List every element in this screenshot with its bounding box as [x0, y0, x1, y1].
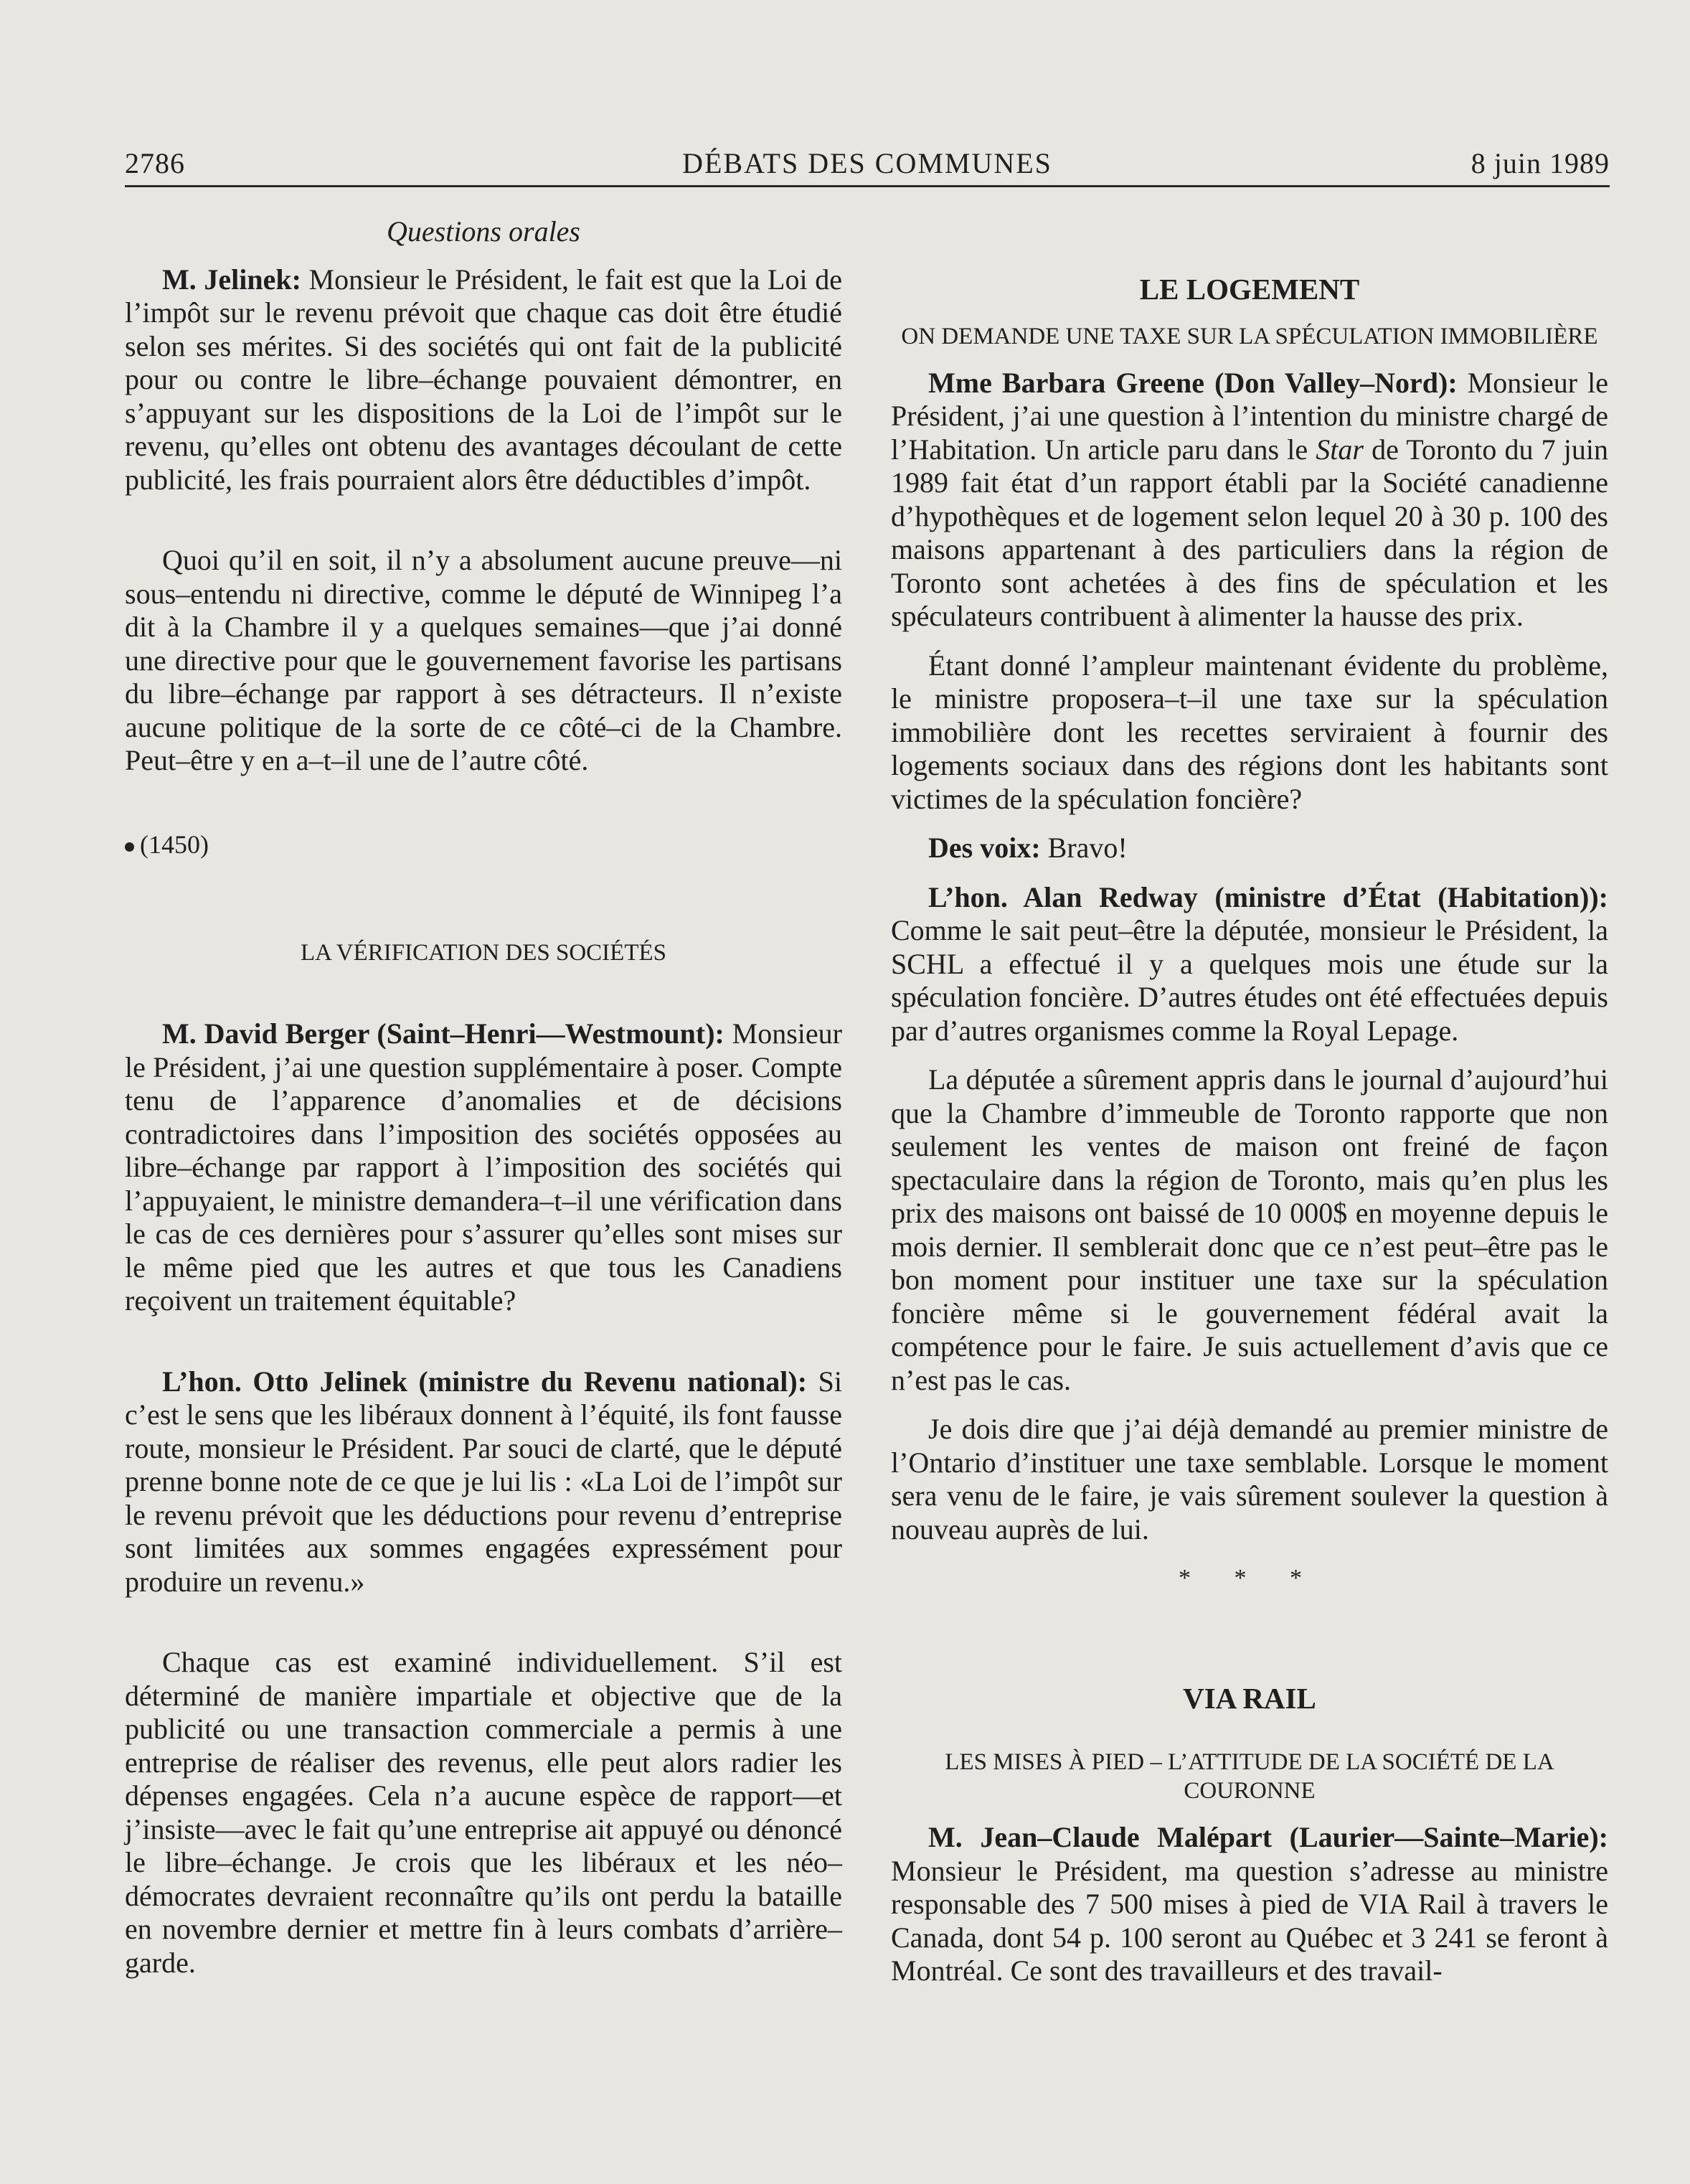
newspaper-name: Star: [1316, 433, 1364, 466]
speech-text: Bravo!: [1040, 832, 1128, 864]
paragraph: La députée a sûrement appris dans le journal d’aujourd’hui que la Chambre d’immeuble de Toronto rapporte que non seulement les ventes de maison ont freiné de façon spectaculaire dans la région de Toronto, mais qu’en plus les prix des maisons ont baissé de 10 000$ en moyenne depuis le mois dernier. Il semblerait donc que ce n’est peut–être pas le bon moment pour instituer une taxe sur la spéculation foncière même si le gouvernement fédéral avait la compétence pour le faire. Je suis actuellement d’avis que ce n’est pas le cas.: [891, 1063, 1608, 1396]
paragraph: Étant donné l’ampleur maintenant évidente du problème, le ministre proposera–t–il une taxe sur la spéculation immobilière dont les recettes serviraient à fournir des logements sociaux dans des régions dont les habitants sont victimes de la spéculation foncière?: [891, 649, 1608, 815]
section-heading: LA VÉRIFICATION DES SOCIÉTÉS: [300, 940, 666, 966]
speaker-name: L’hon. Alan Redway (ministre d’État (Habitation)):: [928, 880, 1608, 913]
bullet-icon: [125, 842, 134, 852]
publication-date: 8 juin 1989: [1471, 147, 1610, 179]
paragraph-otto-jelinek: [125, 1365, 842, 1599]
section-subtitle: Questions orales: [387, 215, 580, 248]
speech-text: de Toronto du 7 juin 1989 fait état d’un rapport établi par la Société canadienne d’hypothèques et de logement selon lequel 20 à 30 p. 100 des maisons appartenant à des particuliers dans la région de Toronto sont achetées à des fins de spéculation et les spéculateurs contribuent à alimenter la hausse des prix.: [891, 433, 1608, 632]
paragraph-jelinek: [125, 263, 842, 497]
section-heading-logement: LE LOGEMENT: [1139, 273, 1360, 306]
speaker-name: M. Jean–Claude Malépart (Laurier—Sainte–Marie):: [928, 1821, 1608, 1853]
speaker-name: Mme Barbara Greene (Don Valley–Nord):: [928, 366, 1458, 399]
paragraph-voices: [891, 832, 1608, 865]
speaker-name: M. Jelinek:: [162, 263, 301, 296]
paragraph: Je dois dire que j’ai déjà demandé au premier ministre de l’Ontario d’instituer une taxe semblable. Lorsque le moment sera venu de le faire, je vais sûrement soulever la question à nouveau auprès de lui.: [891, 1413, 1608, 1545]
publication-title: DÉBATS DES COMMUNES: [682, 147, 1052, 179]
speech-text: Monsieur le Président, j’ai une question à l’intention du ministre chargé de l’Habitation. Un article paru dans le: [891, 366, 1609, 466]
paragraph-berger: [125, 1017, 842, 1318]
page-header: [125, 141, 1610, 187]
paragraph: Quoi qu’il en soit, il n’y a absolument aucune preuve—ni sous–entendu ni directive, comme le député de Winnipeg l’a dit à la Chambre il y a quelques semaines—que j’ai donné une directive pour que le gouvernement favorise les partisans du libre–échange par rapport à ses détracteurs. Il n’existe aucune politique de la sorte de ce côté–ci de la Chambre. Peut–être y en a–t–il une de l’autre côté.: [125, 544, 842, 776]
speech-text: Monsieur le Président, j’ai une question supplémentaire à poser. Compte tenu de l’apparence d’anomalies et de décisions contradictoires dans l’imposition des sociétés opposées au libre–échange par rapport à l’imposition des sociétés qui l’appuyaient, le ministre demandera–t–il une vérification dans le cas de ces dernières pour s’assurer qu’elles sont mises sur le même pied que les autres et que tous les Canadiens reçoivent un traitement équitable?: [125, 1017, 842, 1317]
section-heading-via-rail: VIA RAIL: [1183, 1681, 1316, 1715]
speech-text: Si c’est le sens que les libéraux donnent à l’équité, ils font fausse route, monsieur le Président. Par souci de clarté, que le député prenne bonne note de ce que je lui lis : «La Loi de l’impôt sur le revenu prévoit que les déductions pour revenu d’entreprise sont limitées aux sommes engagées expressément pour produire un revenu.»: [125, 1365, 842, 1598]
time-marker: [125, 828, 842, 862]
speaker-name: Des voix:: [928, 832, 1041, 864]
section-separator: * * *: [1179, 1565, 1321, 1591]
left-column: [125, 215, 842, 1980]
page-number: 2786: [125, 147, 185, 179]
time-marker-text: (1450): [140, 829, 209, 859]
speaker-name: M. David Berger (Saint–Henri—Westmount):: [162, 1017, 724, 1050]
speech-text: Monsieur le Président, ma question s’adresse au ministre responsable des 7 500 mises à pied de VIA Rail à travers le Canada, dont 54 p. 100 seront au Québec et 3 241 se feront à Montréal. Ce sont des travailleurs et des travail-: [891, 1854, 1608, 1987]
speech-text: Monsieur le Président, le fait est que la Loi de l’impôt sur le revenu prévoit que chaque cas doit être étudié selon ses mérites. Si des sociétés qui ont fait de la publicité pour ou contre le libre–échange pouvaient démontrer, en s’appuyant sur les dispositions de la Loi de l’impôt sur le revenu, qu’elles ont obtenu des avantages découlant de cette publicité, les frais pourraient alors être déductibles d’impôt.: [125, 263, 842, 496]
right-column: [891, 215, 1608, 1988]
subheading-layoffs: LES MISES À PIED – L’ATTITUDE DE LA SOCIÉTÉ DE LA COURONNE: [945, 1749, 1554, 1804]
speech-text: Comme le sait peut–être la députée, monsieur le Président, la SCHL a effectué il y a quelques mois une étude sur la spéculation foncière. D’autres études ont été effectuées depuis par d’autres organismes comme la Royal Lepage.: [891, 914, 1608, 1047]
subheading-speculation: ON DEMANDE UNE TAXE SUR LA SPÉCULATION IMMOBILIÈRE: [901, 323, 1598, 349]
paragraph: Chaque cas est examiné individuellement. S’il est déterminé de manière impartiale et objective que de la publicité ou une transaction commerciale a permis à une entreprise de réaliser des revenus, elle peut alors radier les dépenses engagées. Cela n’a aucune espèce de rapport—et j’insiste—avec le fait qu’une entreprise ait appuyé ou dénoncé le libre–échange. Je crois que les libéraux et les néo–démocrates devraient reconnaître qu’ils ont perdu la bataille en novembre dernier et mettre fin à leurs combats d’arrière–garde.: [125, 1646, 842, 1979]
paragraph-greene: [891, 367, 1608, 634]
speaker-name: L’hon. Otto Jelinek (ministre du Revenu national):: [162, 1365, 808, 1398]
paragraph-malepart: [891, 1821, 1608, 1988]
paragraph-redway: [891, 881, 1608, 1048]
